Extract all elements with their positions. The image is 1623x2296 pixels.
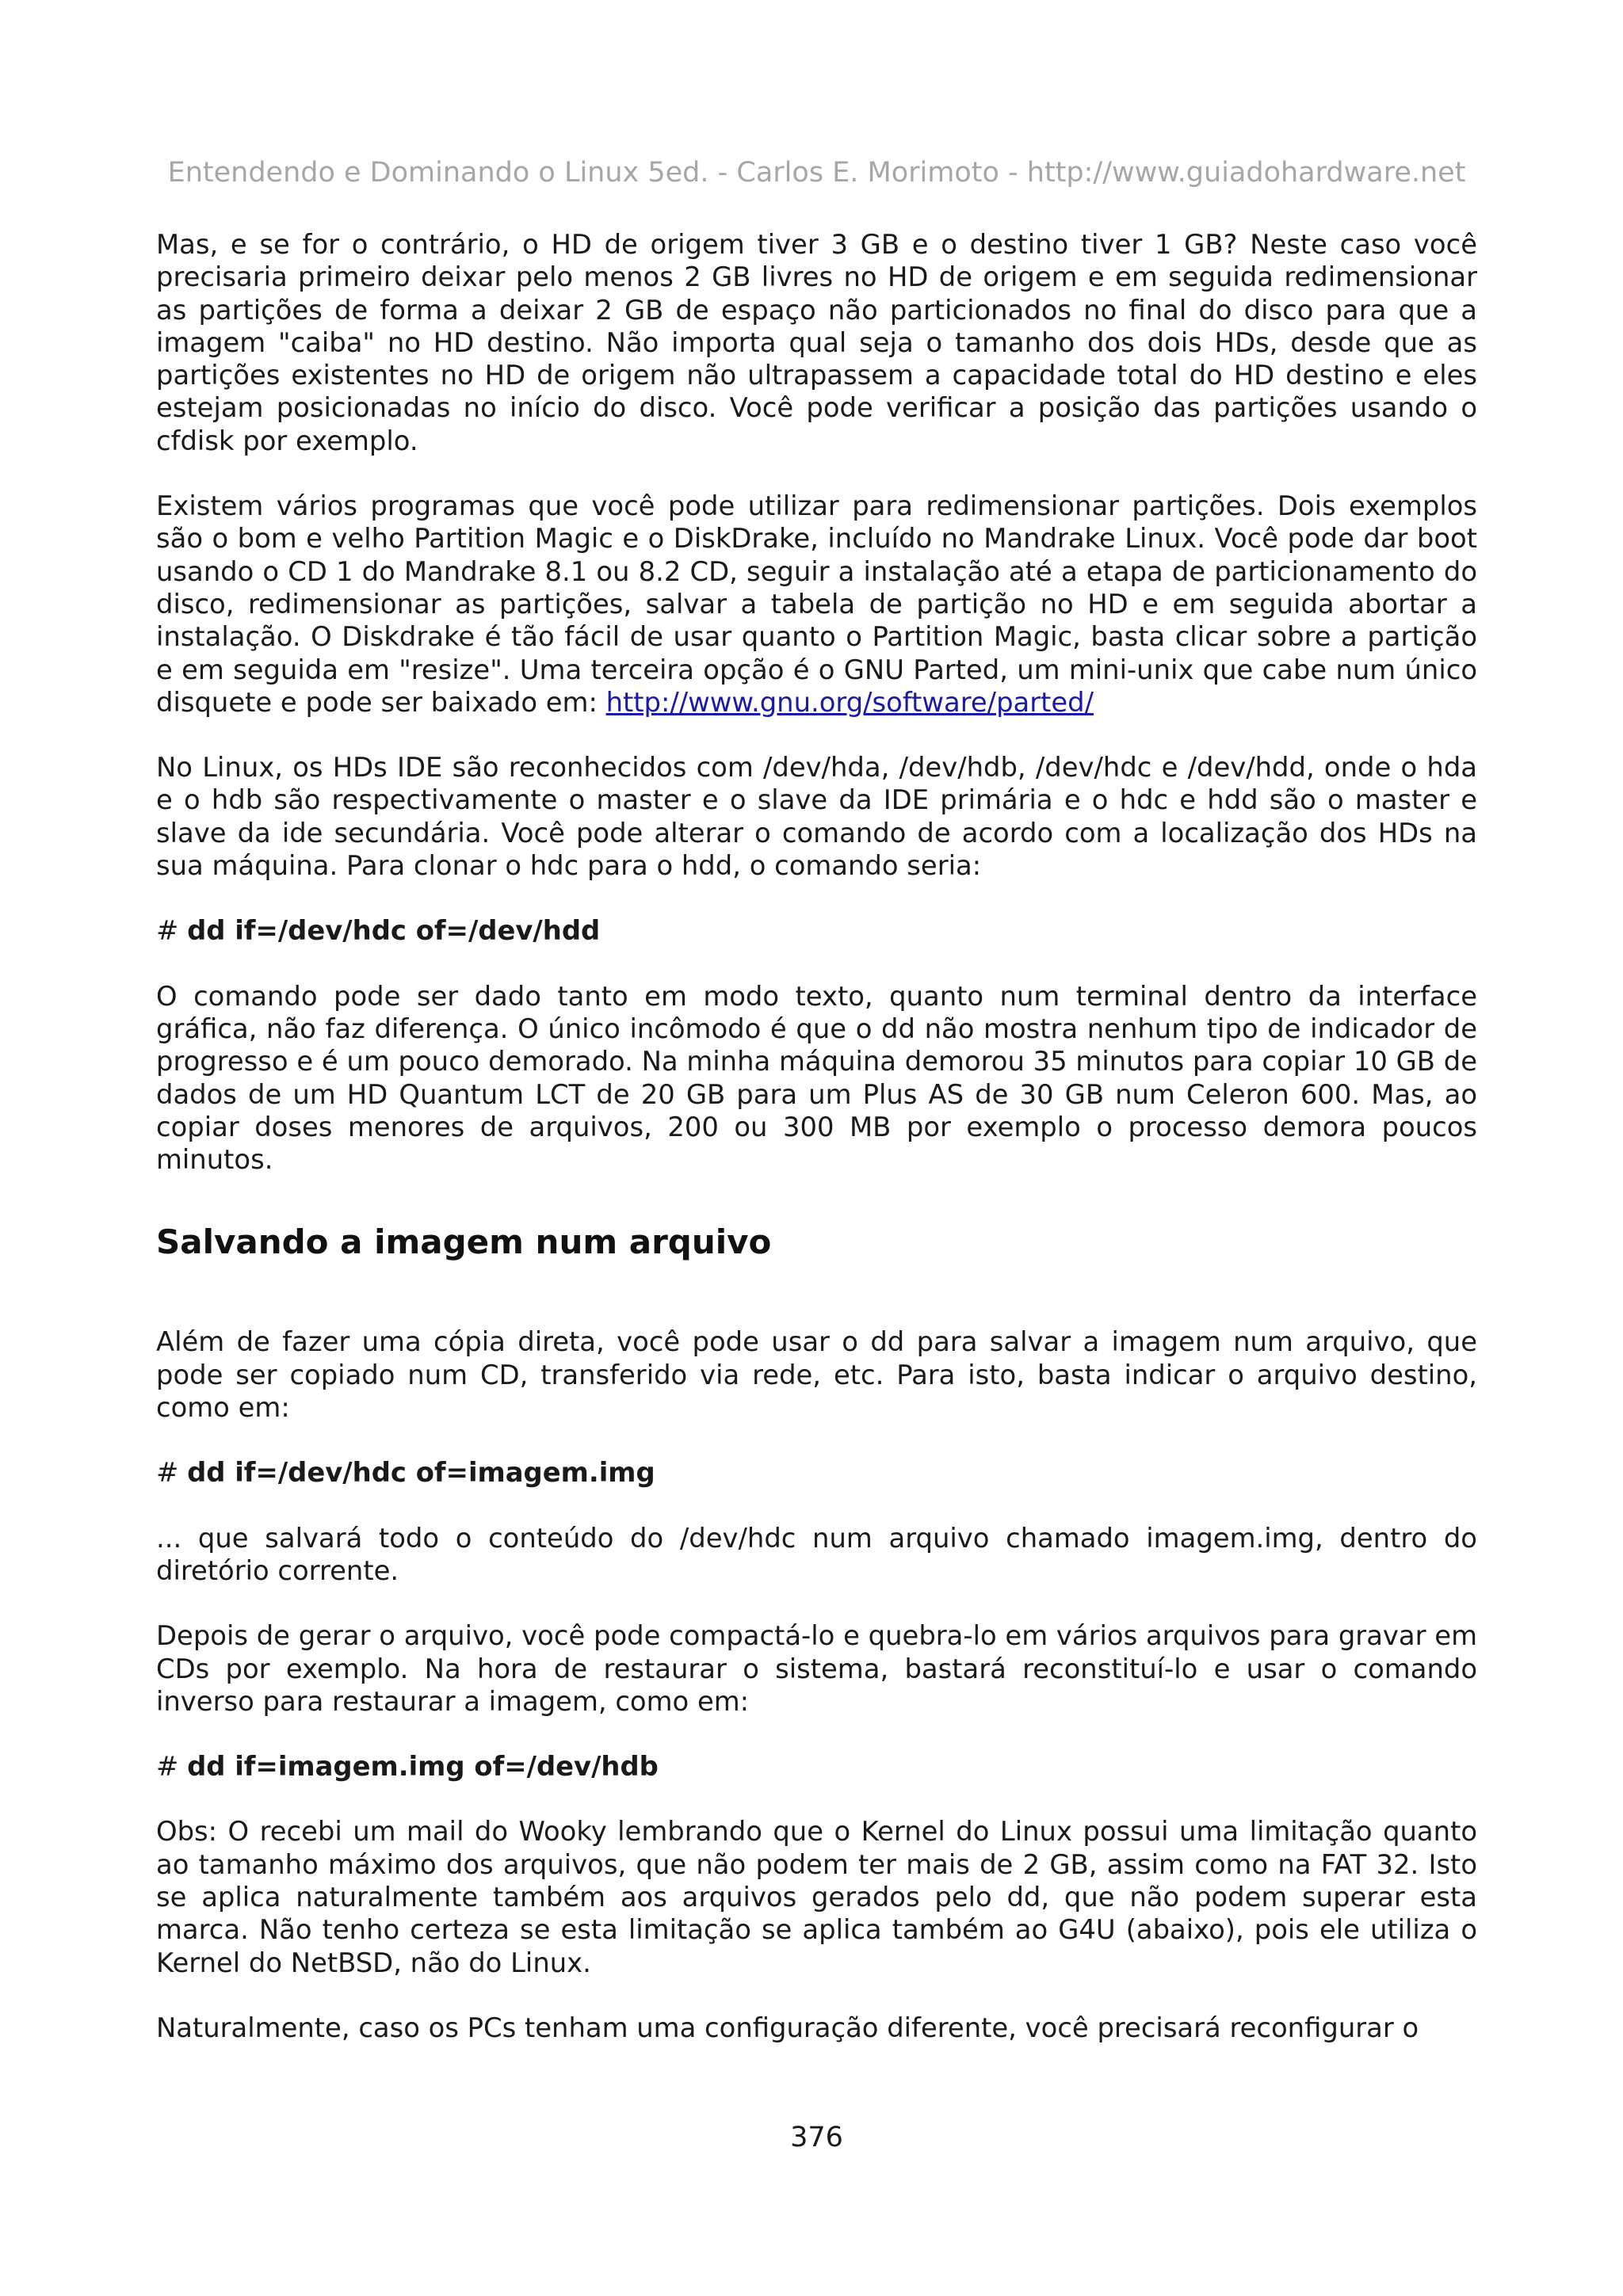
command-save-image — [156, 1456, 1477, 1489]
paragraph-resize-tools-text: Existem vários programas que você pode utilizar para redimensionar partições. Dois exemplos são o bom e velho Partition Magic e o DiskDrake, incluído no Mandrake Linux. Você pode dar boot usando o CD 1 do Mandrake 8.1 ou 8.2 CD, seguir a instalação até a etapa de particionamento do disco, redimensionar as partições, salvar a tabela de partição no HD e em seguida abortar a instalação. O Diskdrake é tão fácil de usar quanto o Partition Magic, basta clicar sobre a partição e em seguida em "resize". Uma terceira opção é o GNU Parted, um mini-unix que cabe num único disquete e pode ser baixado em: — [156, 490, 1477, 718]
command-restore-image — [156, 1750, 1477, 1783]
body-content — [156, 228, 1477, 2077]
paragraph-hd-size: Mas, e se for o contrário, o HD de origem tiver 3 GB e o destino tiver 1 GB? Neste caso você precisaria primeiro deixar pelo menos 2 GB livres no HD de origem e em seguida redimensionar as partições de forma a deixar 2 GB de espaço não particionados no final do disco para que a imagem "caiba" no HD destino. Não importa qual seja o tamanho dos dois HDs, desde que as partições existentes no HD de origem não ultrapassem a capacidade total do HD destino e eles estejam posicionadas no início do disco. Você pode verificar a posição das partições usando o cfdisk por exemplo. — [156, 229, 1477, 456]
paragraph-reconfigure: Naturalmente, caso os PCs tenham uma configuração diferente, você precisará reconfigurar o — [156, 2012, 1419, 2043]
command-code: dd if=/dev/hdc of=imagem.img — [187, 1457, 655, 1489]
document-page — [156, 0, 1477, 2296]
paragraph-save-image: Além de fazer uma cópia direta, você pode usar o dd para salvar a imagem num arquivo, que pode ser copiado num CD, transferido via rede, etc. Para isto, basta indicar o arquivo destino, como em: — [156, 1326, 1477, 1424]
command-prompt: # — [156, 915, 188, 947]
running-header: Entendendo e Dominando o Linux 5ed. - Carlos E. Morimoto - http://www.guiadohardware.net — [167, 157, 1466, 189]
command-code: dd if=/dev/hdc of=/dev/hdd — [187, 915, 601, 947]
paragraph-image-saved: ... que salvará todo o conteúdo do /dev/hdc num arquivo chamado imagem.img, dentro do diretório corrente. — [156, 1522, 1477, 1586]
command-code: dd if=imagem.img of=/dev/hdb — [187, 1751, 659, 1783]
paragraph-ide-devices: No Linux, os HDs IDE são reconhecidos com /dev/hda, /dev/hdb, /dev/hdc e /dev/hdd, onde o hda e o hdb são respectivamente o master e o slave da IDE primária e o hdc e hdd são o master e slave da ide secundária. Você pode alterar o comando de acordo com a localização dos HDs na sua máquina. Para clonar o hdc para o hdd, o comando seria: — [156, 752, 1477, 882]
section-heading: Salvando a imagem num arquivo — [156, 1222, 772, 1262]
paragraph-compress-image: Depois de gerar o arquivo, você pode compactá-lo e quebra-lo em vários arquivos para gravar em CDs por exemplo. Na hora de restaurar o sistema, bastará reconstituí-lo e usar o comando inverso para restaurar a imagem, como em: — [156, 1620, 1477, 1717]
command-prompt: # — [156, 1751, 188, 1783]
command-clone-hdc-hdd — [156, 914, 1477, 947]
page-number: 376 — [790, 2122, 843, 2153]
gnu-parted-link[interactable]: http://www.gnu.org/software/parted/ — [605, 686, 1094, 718]
command-prompt: # — [156, 1457, 188, 1489]
paragraph-resize-tools — [156, 490, 1477, 719]
paragraph-dd-progress: O comando pode ser dado tanto em modo texto, quanto num terminal dentro da interface gráfica, não faz diferença. O único incômodo é que o dd não mostra nenhum tipo de indicador de progresso e é um pouco demorado. Na minha máquina demorou 35 minutos para copiar 10 GB de dados de um HD Quantum LCT de 20 GB para um Plus AS de 30 GB num Celeron 600. Mas, ao copiar doses menores de arquivos, 200 ou 300 MB por exemplo o processo demora poucos minutos. — [156, 980, 1477, 1176]
paragraph-kernel-limit: Obs: O recebi um mail do Wooky lembrando que o Kernel do Linux possui uma limitação quanto ao tamanho máximo dos arquivos, que não podem ter mais de 2 GB, assim como na FAT 32. Isto se aplica naturalmente também aos arquivos gerados pelo dd, que não podem superar esta marca. Não tenho certeza se esta limitação se aplica também ao G4U (abaixo), pois ele utiliza o Kernel do NetBSD, não do Linux. — [156, 1816, 1477, 1978]
